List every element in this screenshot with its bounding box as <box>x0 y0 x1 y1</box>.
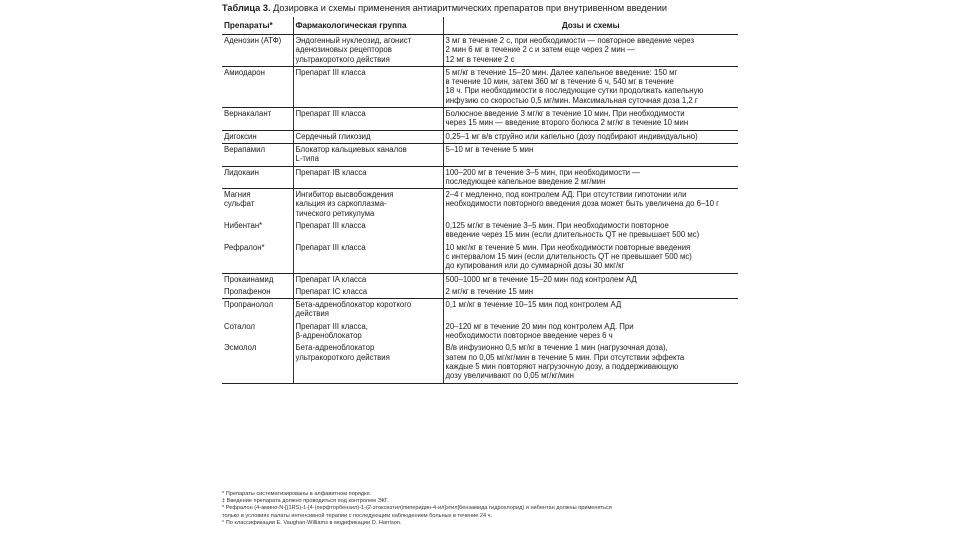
footnote: только в условиях палаты интенсивной терапии с последующим наблюдением больных в течение 24 ч. <box>222 512 493 519</box>
cell-group-line: Препарат III класса, <box>295 321 368 331</box>
cell-drug-line: Верапамил <box>224 144 266 154</box>
cell-drug <box>222 189 293 220</box>
cell-dose <box>443 108 738 131</box>
column-header-group: Фармакологическая группа <box>293 17 443 35</box>
cell-group-line: Препарат IB класса <box>295 167 367 177</box>
table-body <box>222 35 738 384</box>
cell-dose-line: Болюсное введение 3 мг/кг в течение 10 мин. При необходимости <box>445 109 685 119</box>
cell-dose-line: 0,25–1 мг в/в струйно или капельно (дозу подбирают индивидуально) <box>445 131 698 141</box>
cell-group-line: Препарат IA класса <box>295 274 367 284</box>
table-title-label: Таблица 3. <box>222 3 271 13</box>
cell-group <box>293 342 443 383</box>
cell-dose <box>443 166 738 189</box>
cell-group-line: тического ретикулума <box>295 208 375 218</box>
cell-dose-line: до купирования или до суммарной дозы 30 мкг/кг <box>445 261 625 271</box>
cell-group <box>293 273 443 286</box>
cell-drug <box>222 273 293 286</box>
cell-dose-line: с интервалом 15 мин (если длительность QT не превышает 500 мс) <box>445 251 692 261</box>
cell-drug-line: Пропранолол <box>224 300 273 310</box>
cell-group-line: Препарат III класса <box>295 221 366 231</box>
footnote: * Препараты систематизированы в алфавитном порядке. <box>222 491 372 497</box>
cell-dose-line: через 15 мин — введение второго болюса 2 мг/кг в течение 10 мин <box>445 118 689 128</box>
table-row <box>222 143 738 166</box>
cell-group <box>293 66 443 107</box>
column-header-drug: Препараты* <box>222 17 293 35</box>
table-row <box>222 130 738 143</box>
cell-dose-line: 0,125 мг/кг в течение 3–5 мин. При необходимости повторное <box>445 221 669 231</box>
cell-drug-line: Лидокаин <box>224 167 259 177</box>
cell-group-line: Препарат IC класса <box>295 286 368 296</box>
cell-drug-line: Эсмолол <box>224 343 257 353</box>
cell-group-line: действия <box>295 309 329 319</box>
cell-group <box>293 321 443 343</box>
cell-group-line: Препарат III класса <box>295 242 366 252</box>
cell-group <box>293 108 443 131</box>
cell-group-line: аденозиновых рецепторов <box>295 45 392 55</box>
cell-group-line: Бета-адреноблокатор <box>295 343 375 353</box>
footnote: * Рефралон (4-амино-N-[(1RS)-1-[4-(перфторбензил)-1-(2-этоксиэтил)пиперидин-4-ил]этил]бензамида гидрохлорид) и нибентан должны применяться <box>222 505 612 512</box>
cell-drug-line: Рефралон* <box>224 242 265 252</box>
cell-drug-line: Вернакалант <box>224 109 272 119</box>
table-row <box>222 242 738 273</box>
table-header-row <box>222 17 738 35</box>
cell-dose <box>443 220 738 242</box>
table-row <box>222 273 738 286</box>
cell-dose-line: 2 мг/кг в течение 15 мин <box>445 286 534 296</box>
cell-drug-line: Пропафенон <box>224 286 271 296</box>
cell-dose-line: каждые 5 мин повторяют нагрузочную дозу, а поддерживающую <box>445 361 679 371</box>
dosage-table <box>222 17 738 384</box>
cell-dose <box>443 321 738 343</box>
cell-drug <box>222 35 293 67</box>
cell-dose-line: последующее капельное введение 2 мг/мин <box>445 176 606 186</box>
cell-drug-line: Нибентан* <box>224 221 263 231</box>
cell-group-line: Блокатор кальциевых каналов <box>295 144 407 154</box>
cell-group-line: ультракороткого действия <box>295 352 390 362</box>
cell-dose-line: 0,1 мг/кг в течение 10–15 мин под контролем АД <box>445 300 622 310</box>
cell-drug <box>222 242 293 273</box>
table-row <box>222 299 738 321</box>
cell-group <box>293 242 443 273</box>
table-row <box>222 220 738 242</box>
cell-dose-line: 100–200 мг в течение 3–5 мин, при необходимости — <box>445 167 640 177</box>
table-row <box>222 66 738 107</box>
table-row <box>222 189 738 220</box>
cell-dose <box>443 299 738 321</box>
table-row <box>222 108 738 131</box>
cell-drug-line: Магния <box>224 190 251 200</box>
cell-dose <box>443 286 738 299</box>
column-header-dose: Дозы и схемы <box>443 17 738 35</box>
table-row <box>222 35 738 67</box>
cell-dose-line: инфузию со скоростью 0,5 мг/мин. Максимальная суточная доза 1,2 г <box>445 95 698 105</box>
cell-dose-line: 5–10 мг в течение 5 мин <box>445 144 534 154</box>
cell-drug <box>222 130 293 143</box>
cell-group-line: Эндогенный нуклеозид, агонист <box>295 36 412 45</box>
cell-group <box>293 166 443 189</box>
cell-drug <box>222 143 293 166</box>
cell-drug-line: сульфат <box>224 199 255 209</box>
cell-dose-line: 3 мг в течение 2 с, при необходимости — повторное введение через <box>445 36 695 45</box>
cell-group-line: L-типа <box>295 154 319 164</box>
cell-drug <box>222 66 293 107</box>
cell-drug-line: Прокаинамид <box>224 274 274 284</box>
cell-group-line: кальция из саркоплазма- <box>295 199 387 209</box>
cell-dose-line: 12 мг в течение 2 с <box>445 54 515 64</box>
table-row <box>222 321 738 343</box>
cell-drug-line: Дигоксин <box>224 131 257 141</box>
cell-drug <box>222 166 293 189</box>
cell-dose-line: 2 мин 6 мг в течение 2 с и затем еще через 2 мин — <box>445 45 635 55</box>
cell-group-line: ультракороткого действия <box>295 54 390 64</box>
cell-group <box>293 189 443 220</box>
cell-dose <box>443 66 738 107</box>
cell-drug <box>222 286 293 299</box>
cell-group-line: Сердечный гликозид <box>295 131 371 141</box>
cell-group <box>293 299 443 321</box>
cell-dose <box>443 189 738 220</box>
cell-dose-line: 10 мкг/кг в течение 5 мин. При необходимости повторные введения <box>445 242 691 252</box>
cell-dose <box>443 130 738 143</box>
footnote: ‡ Введение препарата должно проводиться под контролем ЭКГ. <box>222 498 389 505</box>
cell-drug-line: Соталол <box>224 321 255 331</box>
cell-dose <box>443 273 738 286</box>
cell-group <box>293 220 443 242</box>
cell-group <box>293 286 443 299</box>
cell-dose-line: необходимости повторного введения доза может быть увеличена до 6–10 г <box>445 199 719 209</box>
table-row <box>222 166 738 189</box>
cell-dose-line: 18 ч. При необходимости в последующие сутки продолжать капельную <box>445 86 704 96</box>
cell-dose-line: 500–1000 мг в течение 15–20 мин под контролем АД <box>445 274 637 284</box>
footnote: ° По классификации Е. Vaughan-Williams в модификации D. Harrison. <box>222 519 402 526</box>
cell-dose-line: в течение 10 мин, затем 360 мг в течение 6 ч, 540 мг в течение <box>445 77 674 87</box>
table-title <box>222 3 742 14</box>
cell-dose-line: затем по 0,05 мг/кг/мин в течение 5 мин. При отсутствии эффекта <box>445 352 685 362</box>
cell-group <box>293 130 443 143</box>
cell-dose <box>443 35 738 67</box>
table-title-text: Дозировка и схемы применения антиаритмических препаратов при внутривенном введении <box>273 3 668 13</box>
table-row <box>222 286 738 299</box>
cell-group <box>293 35 443 67</box>
cell-drug <box>222 321 293 343</box>
cell-dose-line: необходимости повторное введение через 6 ч <box>445 331 613 341</box>
cell-group-line: β-адреноблокатор <box>295 331 362 341</box>
cell-dose-line: 2–4 г медленно, под контролем АД. При отсутствии гипотонии или <box>445 190 687 200</box>
footnotes <box>222 491 742 527</box>
cell-dose-line: дозу увеличивают по 0,05 мг/кг/мин <box>445 371 574 381</box>
table-row <box>222 342 738 383</box>
cell-dose-line: введение через 15 мин (если длительность QT не превышает 500 мс) <box>445 230 700 240</box>
cell-group-line: Препарат III класса <box>295 67 366 77</box>
cell-drug <box>222 220 293 242</box>
cell-dose-line: 5 мг/кг в течение 15–20 мин. Далее капельное введение: 150 мг <box>445 67 678 77</box>
cell-drug <box>222 342 293 383</box>
cell-drug <box>222 108 293 131</box>
cell-dose <box>443 342 738 383</box>
document-page <box>218 0 742 540</box>
cell-drug-line: Амиодарон <box>224 67 265 77</box>
cell-group <box>293 143 443 166</box>
cell-dose <box>443 143 738 166</box>
cell-dose-line: 20–120 мг в течение 20 мин под контролем АД. При <box>445 321 634 331</box>
cell-drug <box>222 299 293 321</box>
cell-drug-line: Аденозин (АТФ) <box>224 36 282 45</box>
cell-group-line: Препарат III класса <box>295 109 366 119</box>
cell-group-line: Бета-адреноблокатор короткого <box>295 300 412 310</box>
cell-dose-line: В/в инфузионно 0,5 мг/кг в течение 1 мин (нагрузочная доза), <box>445 343 668 353</box>
cell-group-line: Ингибитор высвобождения <box>295 190 394 200</box>
cell-dose <box>443 242 738 273</box>
